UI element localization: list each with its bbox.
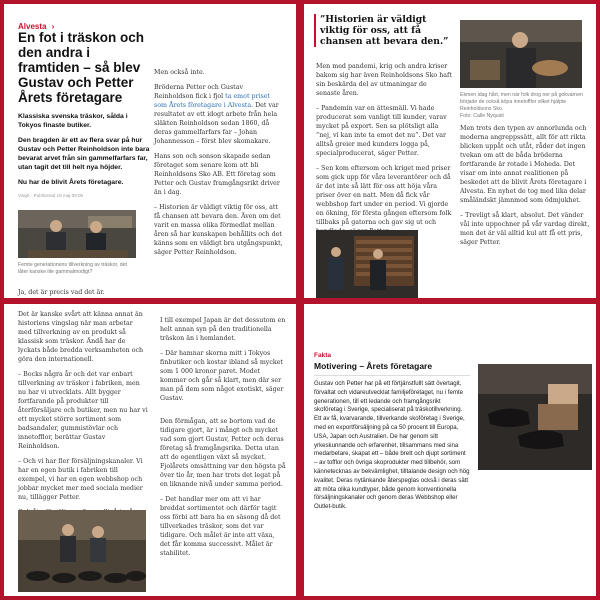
brothers-photo[interactable] bbox=[18, 210, 136, 258]
body-p3: – Och vi har fler försäljningskanaler. Vi har en egen butik i fabriken till exempel, vi har en egen webbshop och jobbar mycket mer med sociala medier nu, tillägger Petter. bbox=[18, 458, 143, 501]
photo-credit: Foto: Calle Nyquist bbox=[460, 113, 504, 119]
craft-photo-image bbox=[460, 20, 582, 88]
lead-2: Den bragden är ett av flera svar på hur Gustav och Petter Reinholdson inte bara bevarat arvet från sin gammelfarfars far, utan tagit det till helt nya höjder. bbox=[18, 137, 150, 171]
brothers-photo-image bbox=[18, 210, 136, 258]
body-p6: – Där hamnar skorna mitt i Tokyos finbutiker och kostar ibland så mycket som 1 000 kronor paret. Modet kommer och går så klart, men där ser man på dem som något exotiskt, säger Gustav. bbox=[160, 350, 284, 402]
lead-1: Klassiska svenska träskor, sålda i Tokyos finaste butiker. bbox=[18, 113, 128, 129]
body-p2-text: Bröderna Petter och Gustav Reinholdson fick i fjol bbox=[154, 84, 244, 100]
article-panel-3 bbox=[4, 304, 296, 596]
facts-body: Gustav och Petter har på ett förtjänstfullt sätt övertagit, förvaltat och vidareutvecklat familjeföretaget, nu i femte generationen, till ett ledande och framgångsrikt skoföretag i Sverige, specialiserat på träskotillverkning. Ett av få, kvarvarande, tillverkande skoföretag i Sverige, med en exportförsäljning på ca 50 procent till Europa, USA, Japan och Australien. De har genom sitt yrkeskunnande och erfarenhet, tillsammans med sina medarbetare, skapat ett – både brett och djupt sortiment – av tofflor och övriga skoprodukter med tillbehör, som kännetecknas av bekvämlighet, tilltalande design och hög kvalitet. Deras nytänkande återspeglas också i deras sätt att möta olika kundtyper, både genom konventionella försäljningskanaler och genom deras Webbshop eller Outlet-butik. bbox=[314, 380, 470, 511]
section-label[interactable]: Alvesta bbox=[18, 22, 47, 31]
pull-quote: ”Historien är väldigt viktig för oss, att få chansen att bevara den.” bbox=[314, 14, 452, 47]
body-p2-text-end: . Det var resultatet av ett idogt arbete från hela släkten Reinholdson sedan 1860, då deras gammelfarfars far – Johan Johannesson – först blev skomakare. bbox=[154, 102, 279, 145]
body-p2: – Bocks några år och det var enbart tillverkning av träskor i fabriken, men nu har vi utvecklats. Allt bygger fortfarande på produkter till återförsäljare och butiker, men nu har vi ett mycket större sortiment som badsandaler, gummistövlar och innetofflor, berättar Gustav Reinholdson. bbox=[18, 371, 148, 450]
facts-label: Fakta bbox=[314, 352, 331, 359]
workshop-photo[interactable] bbox=[316, 230, 418, 298]
body-p2 bbox=[154, 83, 284, 146]
headline: En fot i träskon och den andra i framtiden – så blev Gustav och Petter Årets företagare bbox=[18, 30, 145, 105]
shoe-photo[interactable] bbox=[478, 364, 592, 470]
body-p1: Det är kanske svårt att känna annat än historiens vingslag när man arbetar med tillverkning av en produkt så klassisk som träskor. Ändå har de lyckats både bredda verksamheten och göra den internationell. bbox=[18, 311, 144, 363]
body-p4: – Historien är väldigt viktig för oss, att få chansen att bevara den. Även om det varit en massa olika förmedlat mellan åren så har kunskapen behållits och det känns som en väldigt bra utgångspunkt, säger Petter Reinholdson. bbox=[154, 204, 283, 256]
byline: Växjö · Publicerad 19 maj 09:00 bbox=[18, 193, 84, 198]
craft-photo[interactable] bbox=[460, 20, 582, 88]
article-panel-2 bbox=[304, 4, 596, 298]
award-link[interactable]: ta emot priset som Årets företagare i Alvesta bbox=[154, 93, 271, 109]
facts-divider bbox=[314, 375, 470, 376]
body-p5: I till exempel Japan är det dessutom en helt annan syn på den traditionella träskon än i hemlandet. bbox=[160, 317, 286, 342]
chevron-right-icon: › bbox=[51, 22, 55, 31]
body-p3: Hans son och sonson skapade sedan företaget som senare kom att bli Reinholdsons Sko AB. Ett företag som Petter och Gustav framgångsrikt driver än i dag. bbox=[154, 153, 280, 196]
photo-caption: Ekmen idag hårt, men när folk drog ner på gokvarnen började de också köpa innetofflor vilket hjälpte Reinholdsons Sko. bbox=[460, 92, 583, 112]
body-p7: Den förmågan, att se bortom vad de tidigare gjort, är i mångt och mycket vad som gjort Gustav, Petter och deras företag så framgångsrika. Detta utan att de egentligen växt så mycket. Fjolårets omsättning var den högsta på över tio år, men har trots det legat på en liknande nivå under samma period. bbox=[160, 418, 286, 488]
lead-3: Nu har de blivit Årets företagare. bbox=[18, 179, 124, 186]
caption-continued: Ja, det är precis vad det är. bbox=[18, 289, 105, 296]
article-panel-1 bbox=[4, 4, 296, 298]
body-p1: Men också inte. bbox=[154, 69, 205, 76]
body-p4: Men trots den typen av annorlunda och moderna angreppssätt, allt för att rikta blicken uppåt och utåt, råder det ingen tvekan om att de båda bröderna fortfarande är rotade i Moheda. Det visar om inte annat realitionen på beskedet att de blivit Årets företagare i Alvesta. En nyhet de tog med lika delar småländskt jämnmod som ödmjukhet. bbox=[460, 125, 587, 204]
photo-caption: Femte generationens tillverkning av träskor, det låter kanske lite gammalmodigt? bbox=[18, 262, 127, 275]
body-p2: – Pandemin var en ättesmäll. Vi hade producerat som vanligt till kunder, varav mycket på export. Sen sa plötsligt alla ”nej, vi kan inte ta emot det nu”. Det var alltså greier med kunders logga på, specialproducerat, säger Petter. bbox=[316, 105, 447, 157]
body-p5: – Trevligt så klart, absolut. Det vänder vål inte uppochner på vår vardag direkt, men det är väl alltid kul att få ett pris, säger Petter. bbox=[460, 212, 590, 246]
body-p3: – Sen kom eftersom och kriget med priser som gick upp för våra leverantörer och då är det inte så lätt för oss att höja våra priser över en natt. Men då fick vår webbshop fart under en period. Vi gjorde en ökning, för första gången eftersom folk tillbaks på gatorna och gav sig ut och bbox=[316, 165, 452, 226]
facts-title: Motivering – Årets företagare bbox=[314, 361, 433, 371]
shoe-photo-image bbox=[478, 364, 592, 470]
shop-photo[interactable] bbox=[18, 510, 146, 592]
article-panel-4 bbox=[304, 304, 596, 596]
body-p8: – Det handlar mer om att vi har breddat sortimentet och därför tagit oss förbi att bara ha en säsong då det tillverkades träskor, som det var tidigare. Och målet är inte att växa, det får komma successivt. Målet är stabilitet. bbox=[160, 496, 281, 557]
shop-photo-image bbox=[18, 510, 146, 592]
body-p1: Men med pandemi, krig och andra kriser bakom sig har även Reinholdsons Sko haft sin beskärda del av utmaningar de senaste åren. bbox=[316, 63, 452, 97]
workshop-photo-image bbox=[316, 230, 418, 298]
